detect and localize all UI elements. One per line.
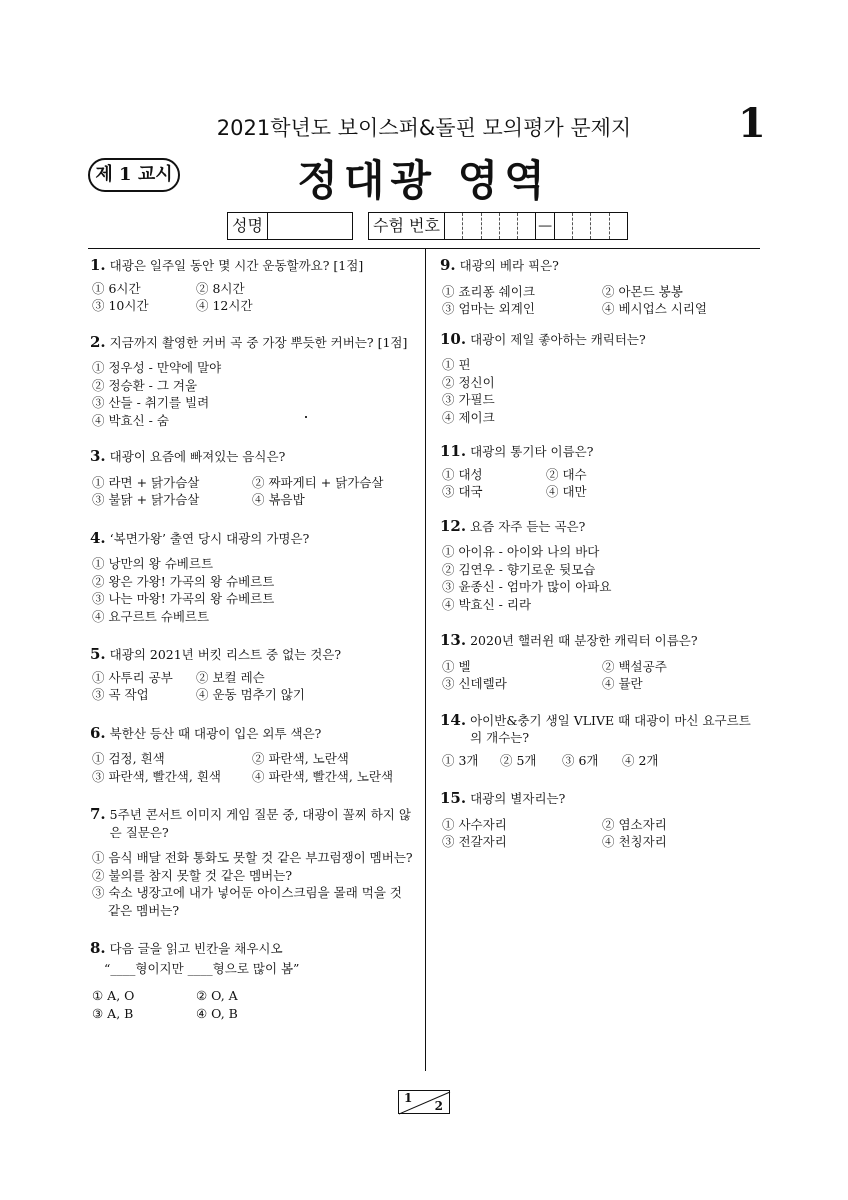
question-text: 지금까지 촬영한 커버 곡 중 가장 뿌듯한 커버는? [1점] (109, 334, 408, 350)
question-text: 2020년 핼러윈 때 분장한 캐릭터 이름은? (470, 633, 698, 648)
right-column (440, 256, 760, 857)
name-label: 성명 (228, 213, 268, 239)
answer-options (90, 555, 416, 625)
answer-option[interactable]: ① 사수자리 (442, 816, 507, 832)
question-stem (440, 789, 760, 808)
answer-option[interactable]: ④ O, B (196, 1005, 238, 1021)
answer-options (440, 543, 760, 613)
question-stem (440, 517, 760, 536)
question-stem (90, 447, 416, 466)
answer-option[interactable]: ④ 박효신 - 리라 (442, 596, 532, 612)
question-3 (90, 447, 416, 509)
answer-option[interactable]: ② 정신이 (442, 374, 495, 390)
header-divider (88, 248, 760, 249)
question-stem (90, 805, 416, 841)
answer-option[interactable]: ② 정승환 - 그 겨울 (92, 377, 198, 393)
question-stem (90, 256, 416, 275)
answer-options (440, 658, 760, 693)
answer-option[interactable]: ④ 대만 (546, 484, 587, 499)
answer-options (90, 849, 416, 919)
answer-option[interactable]: ③ 산들 - 취기를 빌려 (92, 395, 210, 410)
answer-option[interactable]: ③ 6개 (562, 752, 599, 768)
answer-option[interactable]: ③ 전갈자리 (442, 834, 507, 849)
answer-option[interactable]: ③ 신데렐라 (442, 676, 507, 691)
answer-option[interactable]: ① 정우성 - 만약에 말야 (92, 360, 222, 375)
question-text: 아이반&충기 생일 VLIVE 때 대광이 마신 요구르트의 개수는? (470, 712, 751, 745)
exam-number-box (368, 212, 628, 240)
exam-cell (518, 213, 536, 239)
question-number: 3. (90, 447, 106, 465)
answer-option[interactable]: ① 핀 (442, 357, 471, 372)
name-box (227, 212, 353, 240)
exam-number-cells (445, 213, 627, 239)
question-number: 8. (90, 939, 106, 957)
answer-options (440, 283, 760, 318)
question-stem (440, 330, 760, 349)
answer-option[interactable]: ① 낭만의 왕 슈베르트 (92, 556, 214, 571)
answer-option[interactable]: ③ A, B (92, 1005, 134, 1021)
answer-option[interactable]: ② 8시간 (196, 280, 245, 296)
question-4 (90, 529, 416, 626)
left-column (90, 256, 416, 1028)
question-13 (440, 631, 760, 693)
question-text: 다음 글을 읽고 빈칸을 채우시오 (109, 941, 283, 956)
answer-options (90, 474, 416, 509)
question-number: 15. (440, 789, 467, 807)
answer-option[interactable]: ④ 천칭자리 (602, 834, 667, 849)
question-stem (90, 724, 416, 743)
question-number: 12. (440, 516, 467, 535)
answer-option[interactable]: ③ 엄마는 외계인 (442, 301, 535, 316)
answer-option[interactable]: ③ 불닭 + 닭가슴살 (92, 492, 200, 507)
question-stem (440, 256, 760, 275)
answer-option[interactable]: ② 염소자리 (602, 816, 667, 832)
answer-option[interactable]: ③ 숙소 냉장고에 내가 넣어둔 아이스크림을 몰래 먹을 것 같은 멤버는? (92, 885, 402, 918)
question-stem (90, 529, 416, 548)
answer-option[interactable]: ① 6시간 (92, 280, 141, 296)
question-9 (440, 256, 760, 318)
name-field (268, 213, 352, 239)
answer-options (90, 280, 416, 315)
question-text: 5주년 콘서트 이미지 게임 질문 중, 대광이 꼴찌 하지 않은 질문은? (109, 807, 411, 840)
question-number: 2. (90, 332, 106, 351)
question-12 (440, 517, 760, 614)
answer-option[interactable]: ② 김연우 - 향기로운 뒷모습 (442, 561, 596, 577)
answer-options (90, 359, 416, 429)
answer-options (90, 750, 416, 785)
page-number: 1 (738, 100, 766, 147)
question-11 (440, 442, 760, 501)
answer-option[interactable]: ③ 파란색, 빨간색, 흰색 (92, 768, 221, 784)
question-8 (90, 939, 416, 1022)
answer-options (440, 816, 760, 851)
answer-option[interactable]: ① 3개 (442, 752, 479, 768)
question-stem (90, 939, 416, 958)
exam-cell (445, 213, 463, 239)
question-number: 14. (440, 710, 467, 729)
question-5 (90, 645, 416, 704)
answer-option[interactable]: ④ 제이크 (442, 409, 495, 425)
page-indicator (398, 1090, 450, 1114)
answer-option[interactable]: ① 아이유 - 아이와 나의 바다 (442, 544, 600, 559)
answer-option[interactable]: ① 검정, 흰색 (92, 751, 165, 766)
answer-option[interactable]: ④ 12시간 (196, 298, 253, 313)
question-stem (440, 711, 760, 747)
exam-dash-cell: — (536, 213, 554, 239)
question-stem (90, 645, 416, 664)
question-number: 10. (440, 329, 467, 348)
answer-options (90, 669, 416, 704)
total-pages: 2 (434, 1099, 443, 1113)
question-prompt: “____형이지만 ____형으로 많이 봄” (104, 960, 300, 976)
question-15 (440, 789, 760, 851)
question-number: 1. (90, 256, 106, 274)
question-10 (440, 330, 760, 427)
question-number: 4. (90, 528, 106, 547)
exam-cell (610, 213, 627, 239)
question-text: 북한산 등산 때 대광이 입은 외투 색은? (109, 725, 322, 741)
answer-option[interactable]: ② 불의를 참지 못할 것 같은 멤버는? (92, 867, 293, 883)
question-stem (440, 442, 760, 461)
answer-options (440, 752, 760, 770)
answer-options (90, 987, 416, 1022)
answer-option[interactable]: ② 보컬 레슨 (196, 669, 265, 685)
answer-option[interactable]: ③ 10시간 (92, 298, 149, 313)
exam-cell (482, 213, 500, 239)
exam-title: 2021학년도 보이스퍼&돌핀 모의평가 문제지 (216, 116, 632, 140)
subject-title: 정대광 영역 (297, 156, 551, 205)
exam-cell (555, 213, 573, 239)
column-divider (425, 249, 426, 1071)
question-text: 요즘 자주 듣는 곡은? (470, 518, 586, 534)
question-number: 13. (440, 631, 467, 649)
question-7 (90, 805, 416, 919)
answer-option[interactable]: ② 파란색, 노란색 (252, 751, 349, 766)
question-stem (90, 333, 416, 352)
question-number: 6. (90, 723, 106, 742)
exam-cell (463, 213, 481, 239)
question-number: 9. (440, 256, 456, 274)
question-text: 대광의 2021년 버킷 리스트 중 없는 것은? (109, 647, 342, 662)
answer-option[interactable]: ④ 요구르트 슈베르트 (92, 608, 210, 624)
answer-options (440, 466, 760, 501)
question-text: ‘복면가왕’ 출연 당시 대광의 가명은? (109, 530, 310, 546)
answer-option[interactable]: ① 라면 + 닭가슴살 (92, 474, 200, 490)
answer-option[interactable]: ③ 대국 (442, 484, 483, 499)
answer-option[interactable]: ① 사투리 공부 (92, 669, 173, 685)
period-badge: 제 1 교시 (88, 158, 180, 192)
answer-option[interactable]: ④ 운동 멈추기 않기 (196, 687, 305, 702)
exam-cell (500, 213, 518, 239)
answer-option[interactable]: ④ 뮬란 (602, 676, 643, 691)
answer-option[interactable]: ② 짜파게티 + 닭가슴살 (252, 474, 384, 490)
question-2 (90, 333, 416, 430)
answer-option[interactable]: ③ 나는 마왕! 가곡의 왕 슈베르트 (92, 591, 275, 606)
answer-option[interactable]: ② O, A (196, 988, 238, 1003)
answer-option[interactable]: ② 백설공주 (602, 658, 667, 674)
answer-option[interactable]: ③ 윤종신 - 엄마가 많이 아파요 (442, 579, 612, 594)
question-text: 대광의 통기타 이름은? (470, 444, 594, 459)
answer-option[interactable]: ① 음식 배달 전화 통화도 못할 것 같은 부끄럼쟁이 멤버는? (92, 850, 413, 865)
answer-option[interactable]: ③ 가필드 (442, 392, 495, 407)
answer-option[interactable]: ② 아몬드 봉봉 (602, 283, 683, 299)
answer-option[interactable]: ④ 베시업스 시리얼 (602, 301, 707, 316)
question-number: 11. (440, 442, 467, 460)
answer-option[interactable]: ② 왕은 가왕! 가곡의 왕 슈베르트 (92, 573, 275, 589)
answer-option[interactable]: ① A, O (92, 988, 135, 1003)
answer-option[interactable]: ④ 2개 (622, 752, 659, 768)
question-1 (90, 256, 416, 315)
question-stem (440, 631, 760, 650)
answer-option[interactable]: ④ 파란색, 빨간색, 노란색 (252, 768, 394, 784)
question-number: 7. (90, 805, 106, 823)
answer-option[interactable]: ④ 볶음밥 (252, 492, 305, 507)
answer-option[interactable]: ① 대성 (442, 466, 483, 482)
question-number: 5. (90, 645, 106, 663)
exam-number-label: 수험 번호 (369, 213, 445, 239)
answer-option[interactable]: ② 대수 (546, 466, 587, 482)
current-page: 1 (404, 1091, 413, 1105)
question-text: 대광은 일주일 동안 몇 시간 운동할까요? [1점] (109, 258, 364, 273)
question-text: 대광이 요즘에 빠져있는 음식은? (109, 449, 286, 464)
question-text: 대광이 제일 좋아하는 캐릭터는? (470, 331, 646, 347)
answer-option[interactable]: ② 5개 (500, 752, 537, 768)
answer-option[interactable]: ① 죠리퐁 쉐이크 (442, 283, 535, 299)
question-6 (90, 724, 416, 786)
question-text: 대광의 베라 픽은? (459, 258, 559, 273)
exam-cell (591, 213, 609, 239)
exam-cell (573, 213, 591, 239)
answer-option[interactable]: ③ 곡 작업 (92, 687, 149, 702)
question-text: 대광의 별자리는? (470, 791, 566, 806)
answer-option[interactable]: ① 벨 (442, 658, 471, 674)
answer-option[interactable]: ④ 박효신 - 숨 (92, 412, 169, 428)
question-14 (440, 711, 760, 770)
answer-options (440, 356, 760, 426)
